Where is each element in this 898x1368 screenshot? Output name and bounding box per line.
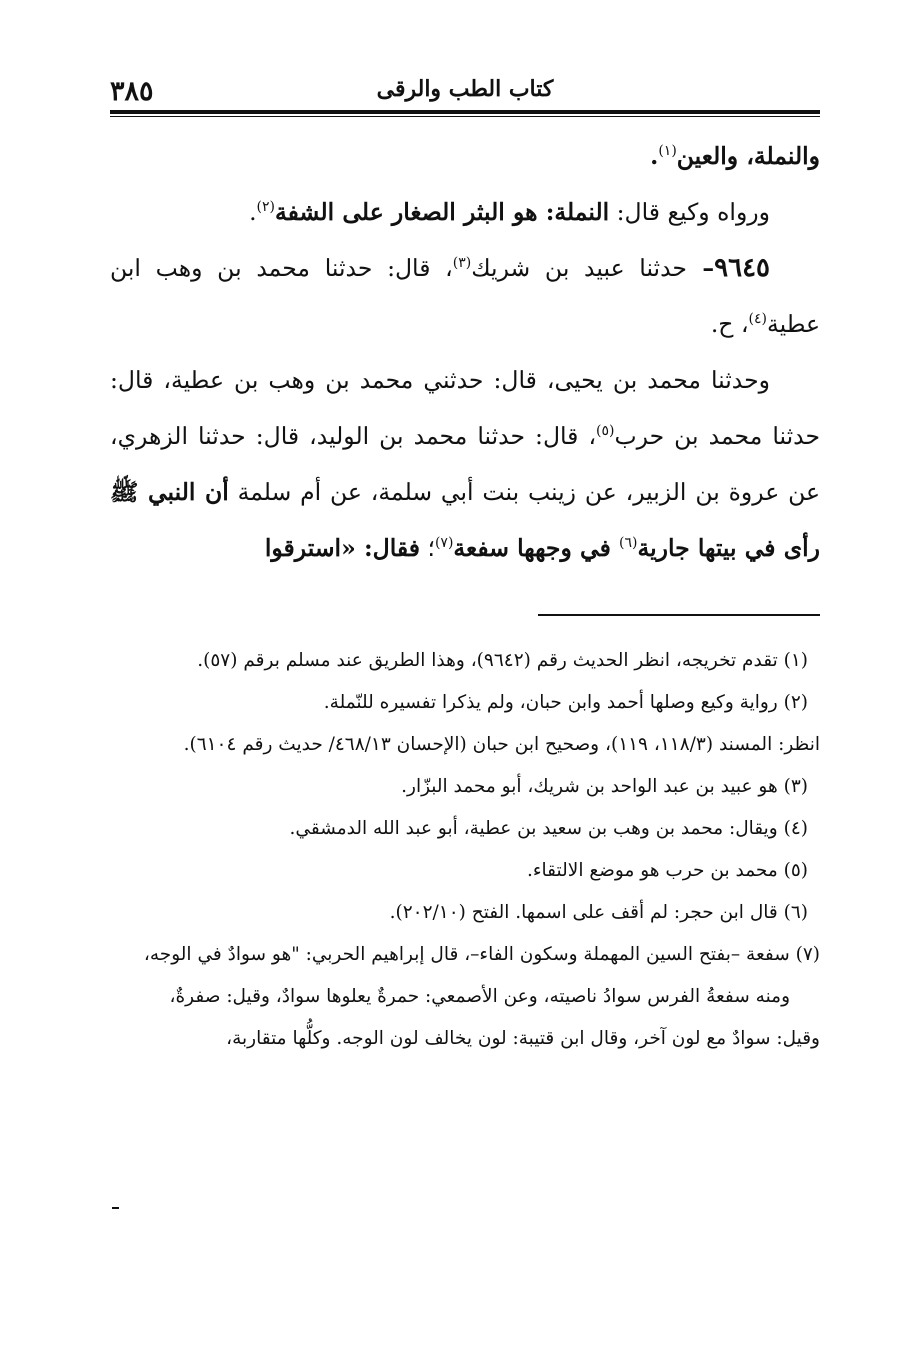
p3-dash: –	[686, 254, 715, 282]
p2-mid: :	[537, 198, 555, 226]
footnote-ref-7[interactable]: (٧)	[434, 535, 454, 552]
footnote-5: (٥) محمد بن حرب هو موضع الالتقاء.	[526, 860, 808, 881]
footnote-2: (٢) رواية وكيع وصلها أحمد وابن حبان، ولم يذكرا تفسيره للنّملة.	[323, 692, 808, 713]
header-rule-thick	[110, 110, 820, 114]
paragraph-2	[110, 184, 820, 240]
main-text	[110, 128, 820, 576]
page-number: ٣٨٥	[110, 76, 154, 107]
footnote-7-line-2: ومنه سفعةُ الفرس سوادُ ناصيته، وعن الأصمعي: حمرةٌ يعلوها سوادٌ، وقيل: صفرةٌ،	[169, 986, 790, 1007]
paragraph-1	[110, 128, 820, 184]
footnote-6: (٦) قال ابن حجر: لم أقف على اسمها. الفتح (٢٠٢/١٠).	[389, 902, 808, 923]
p1-text: والنملة، والعين	[676, 142, 820, 170]
page-header	[110, 70, 820, 114]
p4-bold-2: في وجهها سفعة	[453, 534, 619, 562]
footnote-ref-2[interactable]: (٢)	[256, 199, 276, 216]
footnote-ref-6[interactable]: (٦)	[619, 535, 638, 552]
p1-end: .	[650, 142, 659, 170]
footnote-ref-5[interactable]: (٥)	[596, 423, 615, 440]
header-rule-thin	[110, 116, 820, 117]
footnote-ref-4[interactable]: (٤)	[748, 311, 767, 328]
running-title: كتاب الطب والرقى	[376, 76, 554, 102]
p2-bold-2: هو البثر الصغار على الشفة	[275, 198, 538, 226]
footnote-ref-3[interactable]: (٣)	[452, 255, 472, 272]
footnote-4: (٤) ويقال: محمد بن وهب بن سعيد بن عطية، أبو عبد الله الدمشقي.	[289, 818, 808, 839]
p4-text-1: وحدثنا محمد بن يحيى، قال: حدثني محمد بن وهب بن عطية، قال: حدثنا محمد بن حرب	[110, 366, 820, 450]
footnote-ref-1[interactable]: (١)	[658, 143, 677, 160]
p2-end: .	[249, 198, 257, 226]
footnotes	[110, 640, 820, 1060]
p2-bold-1: النملة	[554, 198, 610, 226]
p3-text-2: ، قال: حدثنا محمد بن وهب ابن عطية	[110, 254, 820, 338]
footnote-7: (٧) سفعة –بفتح السين المهملة وسكون الفاء–، قال إبراهيم الحربي: "هو سوادٌ في الوجه،	[143, 944, 820, 965]
p2-pre: ورواه وكيع قال:	[609, 198, 770, 226]
paragraph-4	[110, 352, 820, 576]
p3-text-3: ، ح.	[710, 310, 749, 338]
p4-text-3: ؛	[419, 534, 435, 562]
p4-text-2: ، قال: حدثنا محمد بن الوليد، قال: حدثنا الزهري، عن عروة بن الزبير، عن زينب بنت أبي سلمة، عن أم سلمة	[110, 422, 821, 506]
paragraph-3	[110, 240, 820, 352]
footnote-1: (١) تقدم تخريجه، انظر الحديث رقم (٩٦٤٢)، وهذا الطريق عند مسلم برقم (٥٧).	[197, 650, 808, 671]
p4-bold-3: فقال: «استرقوا	[264, 534, 420, 562]
footnote-3: (٣) هو عبيد بن عبد الواحد بن شريك، أبو محمد البزّار.	[401, 776, 808, 797]
footnote-7-line-3: وقيل: سوادٌ مع لون آخر، وقال ابن قتيبة: لون يخالف لون الوجه. وكلُّها متقاربة،	[226, 1028, 820, 1049]
footnote-2-continued: انظر: المسند (١١٨/٣، ١١٩)، وصحيح ابن حبان (الإحسان ٤٦٨/١٣/ حديث رقم ٦١٠٤).	[183, 734, 820, 755]
p4-bold-1: أن النبي ﷺ رأى في بيتها جارية	[110, 478, 820, 562]
hadith-number: ٩٦٤٥	[714, 253, 770, 283]
footnote-separator	[538, 614, 820, 616]
p3-text-1: حدثنا عبيد بن شريك	[471, 254, 687, 282]
bottom-mark	[112, 1207, 119, 1209]
